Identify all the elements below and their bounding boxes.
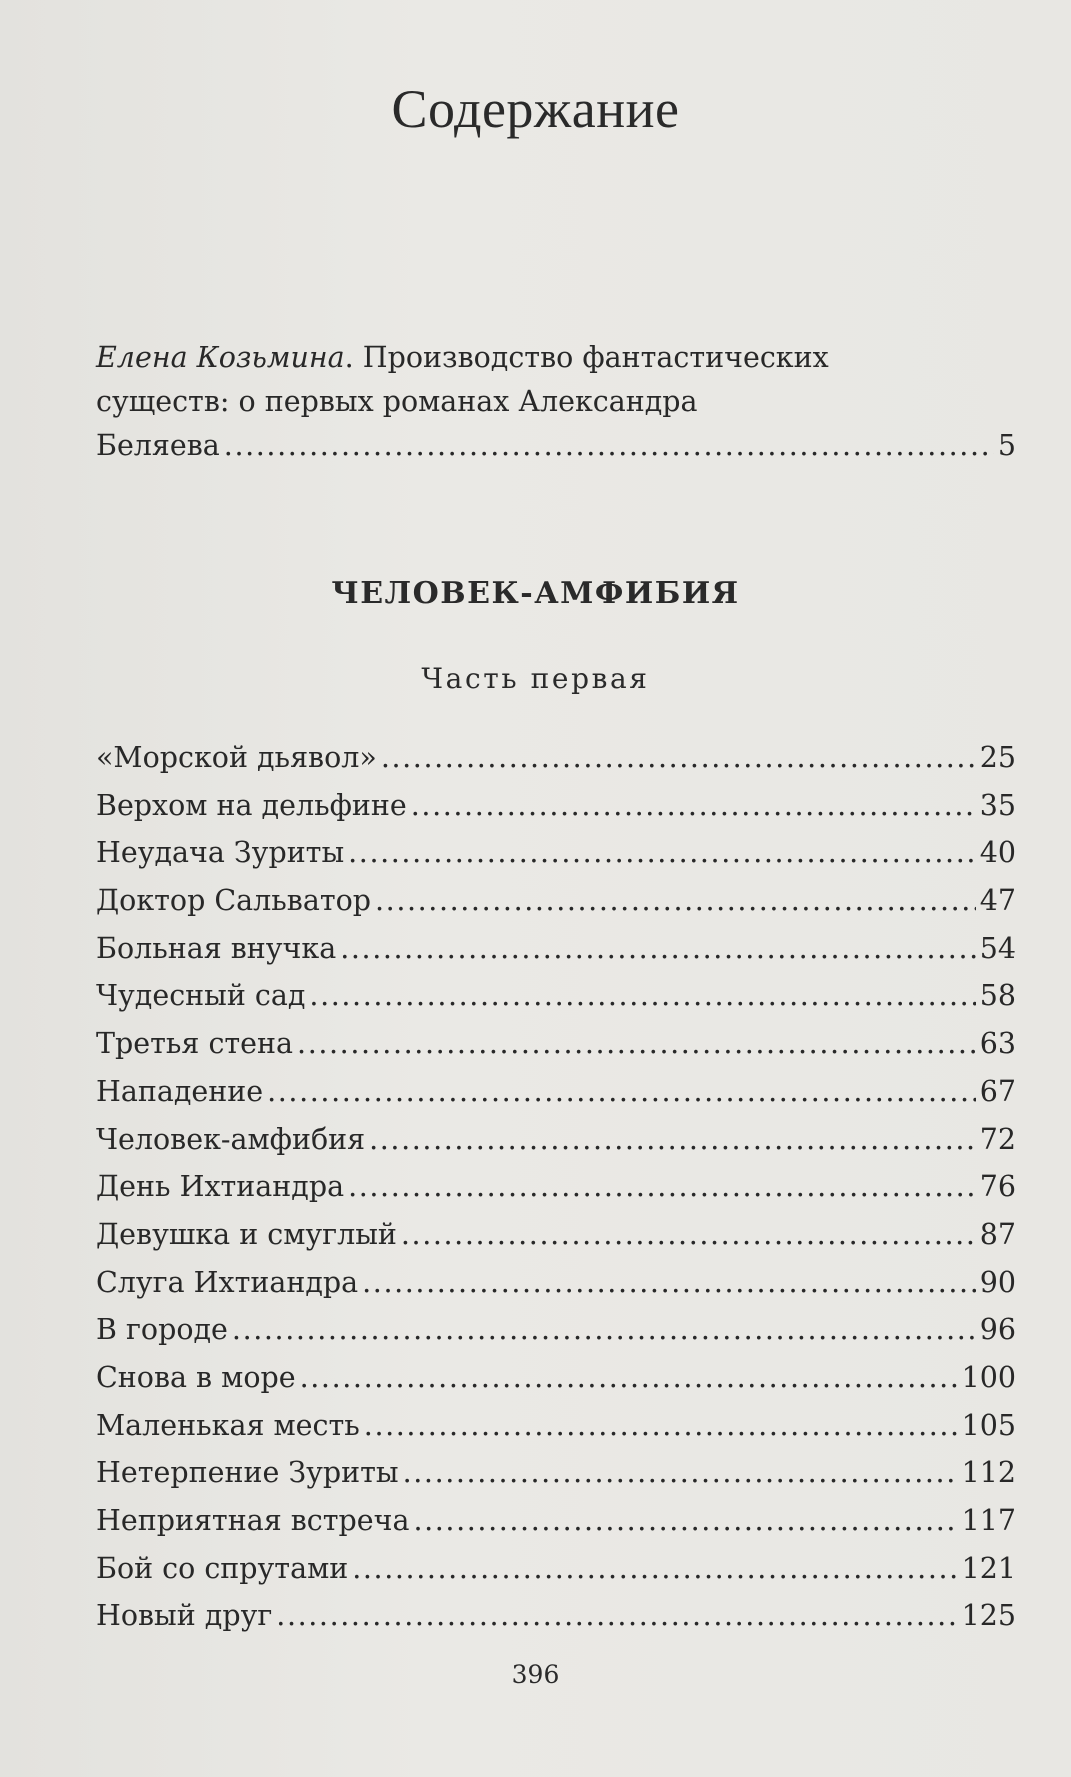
- toc-entry-page: 35: [979, 788, 1016, 822]
- toc-list: [96, 734, 1016, 1640]
- toc-entry-page: 125: [961, 1599, 1016, 1633]
- toc-entry-title: Больная внучка: [96, 931, 337, 965]
- toc-entry-title: Человек-амфибия: [96, 1122, 366, 1156]
- section-title: ЧЕЛОВЕК-АМФИБИЯ: [331, 576, 740, 611]
- toc-entry: [96, 877, 1016, 925]
- dot-leader: [381, 734, 976, 782]
- toc-entry-title: Неприятная встреча: [96, 1504, 410, 1537]
- dot-leader: [369, 1116, 976, 1164]
- toc-entry: [96, 1116, 1016, 1164]
- essay-author: Елена Козьмина: [96, 341, 345, 374]
- essay-line-2: существ: о первых романах Александра: [96, 385, 698, 418]
- dot-leader: [348, 1163, 976, 1211]
- toc-entry-title: Новый друг: [96, 1599, 273, 1633]
- toc-entry-title: Бой со спрутами: [96, 1551, 349, 1585]
- page-number: 396: [511, 1660, 560, 1689]
- toc-entry-title: Чудесный сад: [96, 979, 306, 1013]
- dot-leader: [300, 1354, 958, 1402]
- dot-leader: [375, 877, 976, 925]
- toc-entry-title: Нетерпение Зуриты: [96, 1456, 399, 1490]
- toc-entry: [96, 1020, 1016, 1068]
- toc-entry: [96, 925, 1016, 973]
- page-title: Содержание: [391, 79, 680, 139]
- toc-entry-title: Неудача Зуриты: [96, 836, 345, 870]
- toc-entry-page: 40: [979, 836, 1016, 870]
- toc-entry: [96, 1497, 1016, 1545]
- part-title: Часть первая: [421, 662, 650, 695]
- dot-leader: [352, 1545, 957, 1593]
- toc-entry: [96, 1354, 1016, 1402]
- essay-title-part-1: Производство фантастических: [353, 341, 829, 374]
- toc-entry-page: 54: [979, 931, 1016, 965]
- toc-entry-page: 25: [979, 741, 1016, 774]
- toc-entry: [96, 972, 1016, 1020]
- dot-leader: [340, 925, 976, 973]
- dot-leader: [297, 1020, 976, 1068]
- toc-entry-title: Третья стена: [96, 1027, 294, 1061]
- toc-entry-page: 63: [979, 1027, 1016, 1061]
- dot-leader: [413, 1497, 957, 1545]
- toc-entry: [96, 1449, 1016, 1497]
- essay-page-number: 5: [997, 429, 1016, 462]
- dot-leader: [364, 1402, 958, 1450]
- toc-entry-title: Снова в море: [96, 1360, 296, 1394]
- toc-entry-page: 58: [979, 979, 1016, 1013]
- toc-entry-page: 96: [979, 1313, 1016, 1347]
- dot-leader: [411, 782, 976, 830]
- toc-entry: [96, 1211, 1016, 1259]
- toc-entry-page: 121: [961, 1551, 1016, 1585]
- toc-entry-title: «Морской дьявол»: [96, 741, 377, 774]
- toc-entry-page: 47: [979, 884, 1016, 918]
- dot-leader: [267, 1068, 976, 1116]
- essay-author-period: .: [344, 341, 354, 374]
- toc-entry-page: 72: [979, 1122, 1016, 1156]
- toc-entry-title: Девушка и смуглый: [96, 1217, 397, 1251]
- toc-entry-page: 90: [979, 1265, 1016, 1299]
- toc-entry: [96, 1259, 1016, 1307]
- toc-entry-page: 87: [979, 1217, 1016, 1251]
- toc-entry: [96, 1592, 1016, 1640]
- dot-leader: [348, 829, 976, 877]
- essay-entry: [96, 336, 1016, 468]
- toc-entry-title: Нападение: [96, 1074, 264, 1108]
- essay-line-3: [96, 424, 1016, 468]
- toc-entry-title: Верхом на дельфине: [96, 788, 407, 822]
- essay-title-part-3: Беляева: [96, 429, 220, 462]
- toc-entry: [96, 734, 1016, 782]
- toc-entry: [96, 1306, 1016, 1354]
- dot-leader: [309, 972, 975, 1020]
- toc-entry: [96, 1402, 1016, 1450]
- essay-line-1: [96, 336, 1016, 380]
- toc-entry-title: Слуга Ихтиандра: [96, 1265, 359, 1299]
- toc-entry: [96, 1545, 1016, 1593]
- dot-leader: [403, 1449, 958, 1497]
- toc-entry-title: Маленькая месть: [96, 1408, 360, 1442]
- dot-leader: [276, 1592, 957, 1640]
- toc-entry-page: 67: [979, 1074, 1016, 1108]
- toc-entry-title: День Ихтиандра: [96, 1170, 345, 1204]
- toc-entry-page: 105: [961, 1408, 1016, 1442]
- dot-leader: [232, 1306, 976, 1354]
- toc-entry-page: 76: [979, 1170, 1016, 1204]
- toc-entry-page: 112: [961, 1456, 1016, 1490]
- dot-leader: [362, 1259, 976, 1307]
- toc-entry: [96, 1163, 1016, 1211]
- toc-entry-title: Доктор Сальватор: [96, 884, 371, 918]
- toc-entry: [96, 1068, 1016, 1116]
- toc-entry-page: 100: [961, 1360, 1016, 1394]
- toc-entry: [96, 829, 1016, 877]
- toc-entry-title: В городе: [96, 1313, 228, 1347]
- dot-leader: [224, 424, 994, 468]
- toc-entry-page: 117: [961, 1504, 1016, 1537]
- dot-leader: [401, 1211, 976, 1259]
- toc-entry: [96, 782, 1016, 830]
